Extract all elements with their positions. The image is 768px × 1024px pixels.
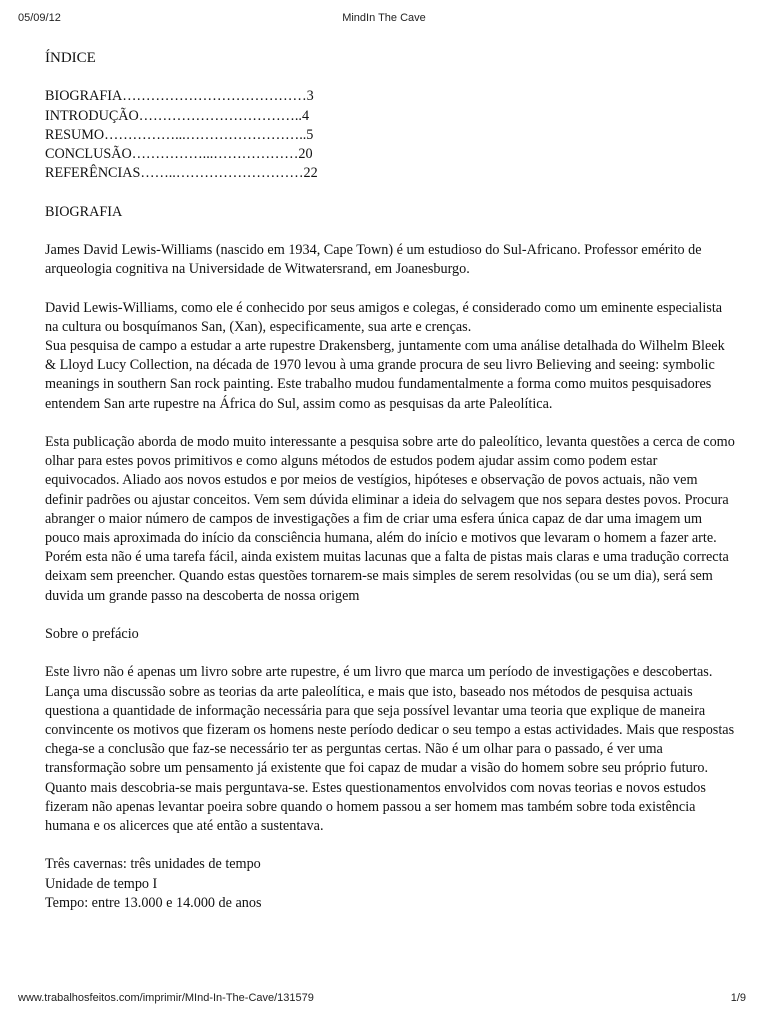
line-tempo: Tempo: entre 13.000 e 14.000 de anos [45,894,262,911]
print-title: MindIn The Cave [342,12,426,24]
toc-item-resumo: RESUMO……………...……………………..5 [45,126,314,143]
toc-item-introducao: INTRODUÇÃO……………………………..4 [45,107,310,124]
print-header [0,12,768,32]
document-body [45,49,735,913]
toc-item-conclusao: CONCLUSÃO……………...………………20 [45,146,313,162]
section-title-prefacio: Sobre o prefácio [45,626,139,642]
line-unidade-tempo: Unidade de tempo I [45,875,158,892]
paragraph-prefacio: Este livro não é apenas um livro sobre arte rupestre, é um livro que marca um período de investigações e descobertas. Lança uma discussão sobre as teorias da arte paleolítica, e mais que isto, baseado nos métodos de pesquisa actuais questiona a quantidade de informação necessária para que seja possível levantar uma teoria que explique de maneira convincente os motivos que fizeram os homens neste período dedicar o seu tempo a estas actividades. Mais que respostas chega-se a conclusão que faz-se necessário ter as perguntas certas. Não é um olhar para o passado, é ver uma transformação sobre um pensamento já existente que foi capaz de mudar a visão do homem sobre seu próprio futuro. Quanto mais descobria-se mais perguntava-se. Estes questionamentos envolvidos com novas teorias e novos estudos fizeram não apenas levantar poeira sobre quando o homem passou a ser homem mas também sobre toda existência humana e os alicerces que até então a sustentava. [45,664,735,835]
paragraph-bio-1: James David Lewis-Williams (nascido em 1934, Cape Town) é um estudioso do Sul-Africano. Professor emérito de arqueologia cognitiva na Universidade de Witwatersrand, em Joanesburgo. [45,241,702,278]
toc-item-referencias: REFERÊNCIAS……..………………………22 [45,165,318,182]
print-date: 05/09/12 [18,12,61,24]
source-url: www.trabalhosfeitos.com/imprimir/MInd-In-The-Cave/131579 [18,992,314,1004]
line-tres-cavernas: Três cavernas: três unidades de tempo [45,856,261,873]
toc-heading: ÍNDICE [45,50,96,66]
table-of-contents [45,87,735,183]
section-title-biografia: BIOGRAFIA [45,203,123,220]
print-footer [0,992,768,1012]
page-number: 1/9 [730,992,746,1004]
toc-item-biografia: BIOGRAFIA…………………………………3 [45,88,314,105]
paragraph-publication: Esta publicação aborda de modo muito interessante a pesquisa sobre arte do paleolítico, levanta questões a cerca de como olhar para estes povos primitivos e como alguns métodos de estudos podem ajudar assim como podem estar equivocados. Aliado aos novos estudos e por meios de vestígios, hipóteses e observação de povos actuais, não vem definir padrões ou ajustar conceitos. Vem sem dúvida eliminar a ideia do selvagem que nos separa destes povos. Procura abranger o maior número de campos de investigações a fim de criar uma esfera única capaz de dar uma imagem um pouco mais aproximada do início da consciência humana, além do início e motivos que levaram o homem a fazer arte. Porém esta não é uma tarefa fácil, ainda existem muitas lacunas que a falta de pistas mais claras e uma tradução correcta deixam sem preencher. Quando estas questões tornarem-se mais simples de serem resolvidas (ou se um dia), será sem duvida um grande passo na descoberta de nossa origem [45,433,735,604]
paragraph-bio-2b: Sua pesquisa de campo a estudar a arte rupestre Drakensberg, juntamente com uma análise detalhada do Wilhelm Bleek & Lloyd Lucy Collection, na década de 1970 levou à uma grande procura de seu livro Believing and seeing: symbolic meanings in southern San rock painting. Este trabalho mudou fundamentalmente a forma como muitos pesquisadores entendem San arte rupestre na África do Sul, assim como as pesquisas da arte Paleolítica. [45,337,725,412]
paragraph-bio-2a: David Lewis-Williams, como ele é conhecido por seus amigos e colegas, é considerado como um eminente especialista na cultura ou bosquímanos San, (Xan), especificamente, sua arte e crenças. [45,299,723,335]
